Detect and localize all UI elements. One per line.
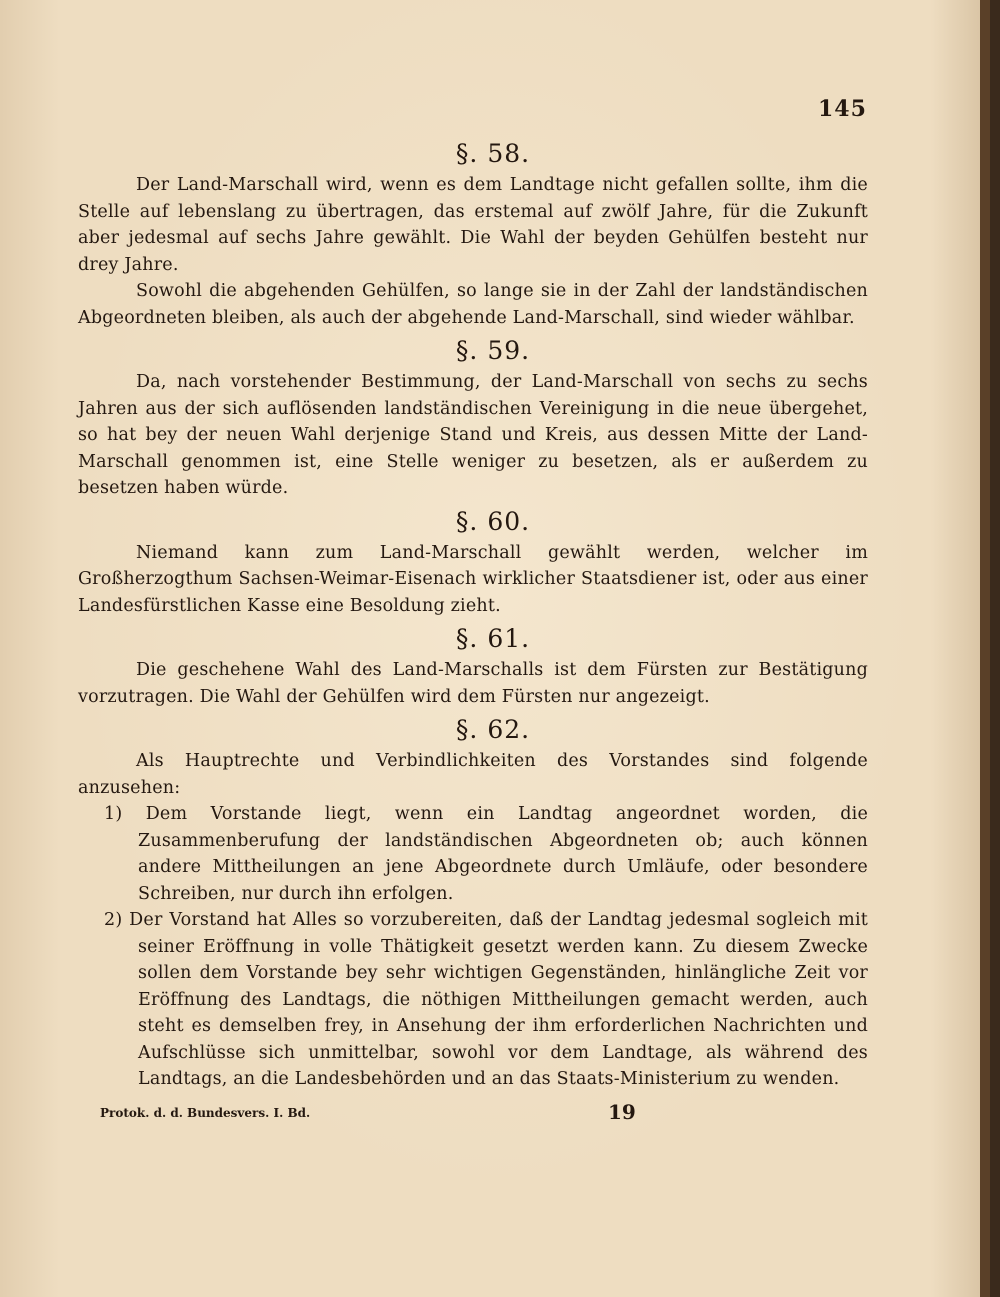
list-item: 1) Dem Vorstande liegt, wenn ein Landtag angeordnet worden, die Zusammenberufung der landständischen Abgeordneten ob; auch können andere Mittheilungen an jene Abgeordnete durch Umläufe, oder besondere Schreiben, nur durch ihn erfolgen. (104, 804, 868, 904)
page-number: 145 (818, 96, 867, 122)
section-62 (78, 714, 868, 1093)
paragraph: Niemand kann zum Land-Marschall gewählt werden, welcher im Großherzogthum Sachsen-Weimar-Eisenach wirklicher Staatsdiener ist, oder aus einer Landesfürstlichen Kasse eine Besoldung zieht. (78, 542, 868, 616)
section-61 (78, 623, 868, 710)
page-edge (980, 0, 990, 1297)
paragraph: Da, nach vorstehender Bestimmung, der Land-Marschall von sechs zu sechs Jahren aus der sich auflösenden landständischen Vereinigung in die neue übergehet, so hat bey der neuen Wahl derjenige Stand und Kreis, aus dessen Mitte der Land-Marschall genommen ist, eine Stelle weniger zu besetzen, als er außerdem zu besetzen haben würde. (78, 372, 868, 498)
footer-source-note: Protok. d. d. Bundesvers. I. Bd. (100, 1106, 311, 1120)
list-item: 2) Der Vorstand hat Alles so vorzubereiten, daß der Landtag jedesmal sogleich mit seiner Eröffnung in volle Thätigkeit gesetzt werden kann. Zu diesem Zwecke sollen dem Vorstande bey sehr wichtigen Gegenständen, hinlängliche Zeit vor Eröffnung des Landtags, die nöthigen Mittheilungen gemacht werden, auch steht es demselben frey, in Ansehung der ihm erforderlichen Nachrichten und Aufschlüsse sich unmittelbar, sowohl vor dem Landtage, als während des Landtags, an die Landesbehörden und an das Staats-Ministerium zu wenden. (104, 910, 868, 1089)
paragraph: Als Hauptrechte und Verbindlichkeiten des Vorstandes sind folgende anzusehen: (78, 751, 868, 798)
signature-mark: 19 (608, 1100, 636, 1124)
section-58 (78, 138, 868, 331)
section-60 (78, 506, 868, 620)
paragraph: Die geschehene Wahl des Land-Marschalls ist dem Fürsten zur Bestätigung vorzutragen. Die Wahl der Gehülfen wird dem Fürsten nur angezeigt. (78, 660, 868, 707)
page-footer (78, 1100, 868, 1140)
section-heading: §. 58. (455, 139, 531, 168)
section-heading: §. 62. (455, 715, 531, 744)
section-59 (78, 335, 868, 502)
section-heading: §. 61. (455, 624, 531, 653)
paragraph: Sowohl die abgehenden Gehülfen, so lange sie in der Zahl der landständischen Abgeordneten bleiben, als auch der abgehende Land-Marschall, sind wieder wählbar. (78, 281, 868, 328)
paragraph: Der Land-Marschall wird, wenn es dem Landtage nicht gefallen sollte, ihm die Stelle auf lebenslang zu übertragen, das erstemal auf zwölf Jahre, für die Zukunft aber jedesmal auf sechs Jahre gewählt. Die Wahl der beyden Gehülfen besteht nur drey Jahre. (78, 175, 868, 275)
section-heading: §. 60. (455, 506, 531, 536)
page-body (78, 134, 868, 1093)
section-heading: §. 59. (455, 336, 531, 365)
